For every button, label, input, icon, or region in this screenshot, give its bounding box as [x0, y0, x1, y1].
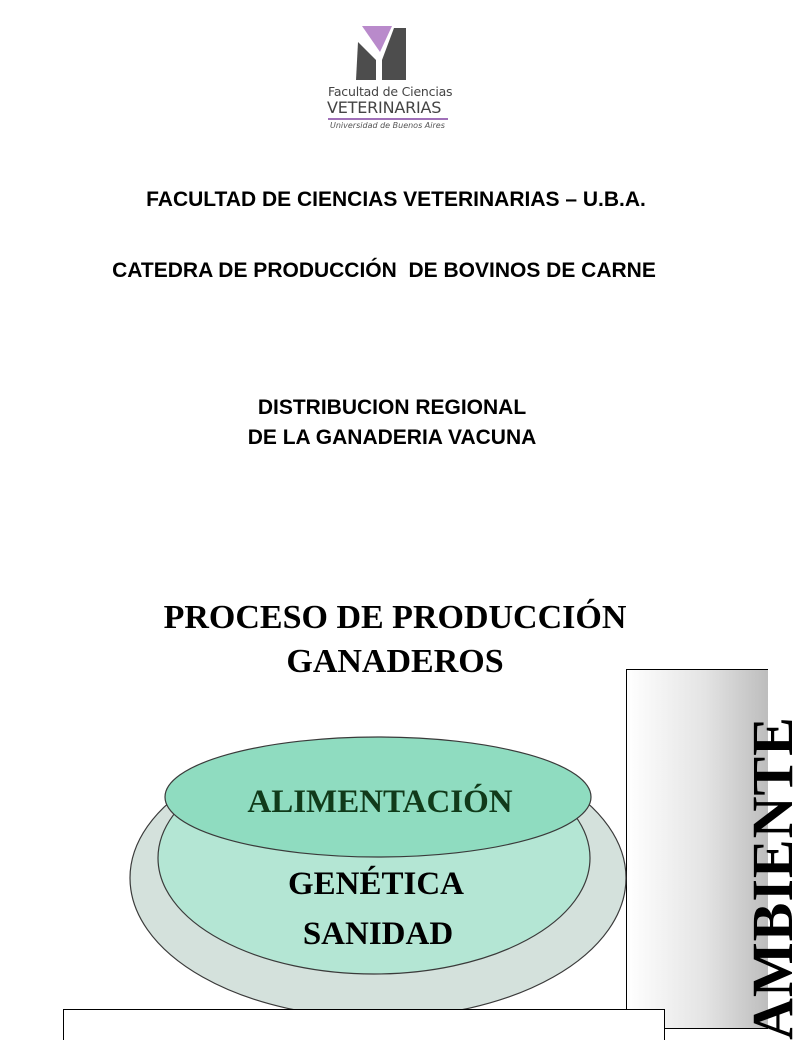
genetica-label: GENÉTICA: [287, 866, 465, 902]
logo-text-university: Universidad de Buenos Aires: [330, 121, 445, 130]
topic-line-1: DISTRIBUCION REGIONAL: [257, 396, 527, 419]
alimentacion-label: ALIMENTACIÓN: [247, 784, 513, 820]
chair-heading: CATEDRA DE PRODUCCIÓN DE BOVINOS DE CARNE: [112, 259, 656, 282]
faculty-heading: FACULTAD DE CIENCIAS VETERINARIAS – U.B.A.: [146, 188, 646, 211]
diagram-title-line-2: GANADEROS: [286, 643, 504, 680]
logo-text-veterinarias: VETERINARIAS: [327, 98, 442, 117]
ambiente-label: AMBIENTE: [740, 716, 805, 1040]
diagram-title-line-1: PROCESO DE PRODUCCIÓN: [163, 599, 627, 636]
logo-text-facultad: Facultad de Ciencias: [328, 84, 453, 99]
bottom-box: [63, 1009, 665, 1040]
topic-line-2: DE LA GANADERIA VACUNA: [247, 426, 537, 449]
sanidad-label: SANIDAD: [302, 916, 454, 952]
